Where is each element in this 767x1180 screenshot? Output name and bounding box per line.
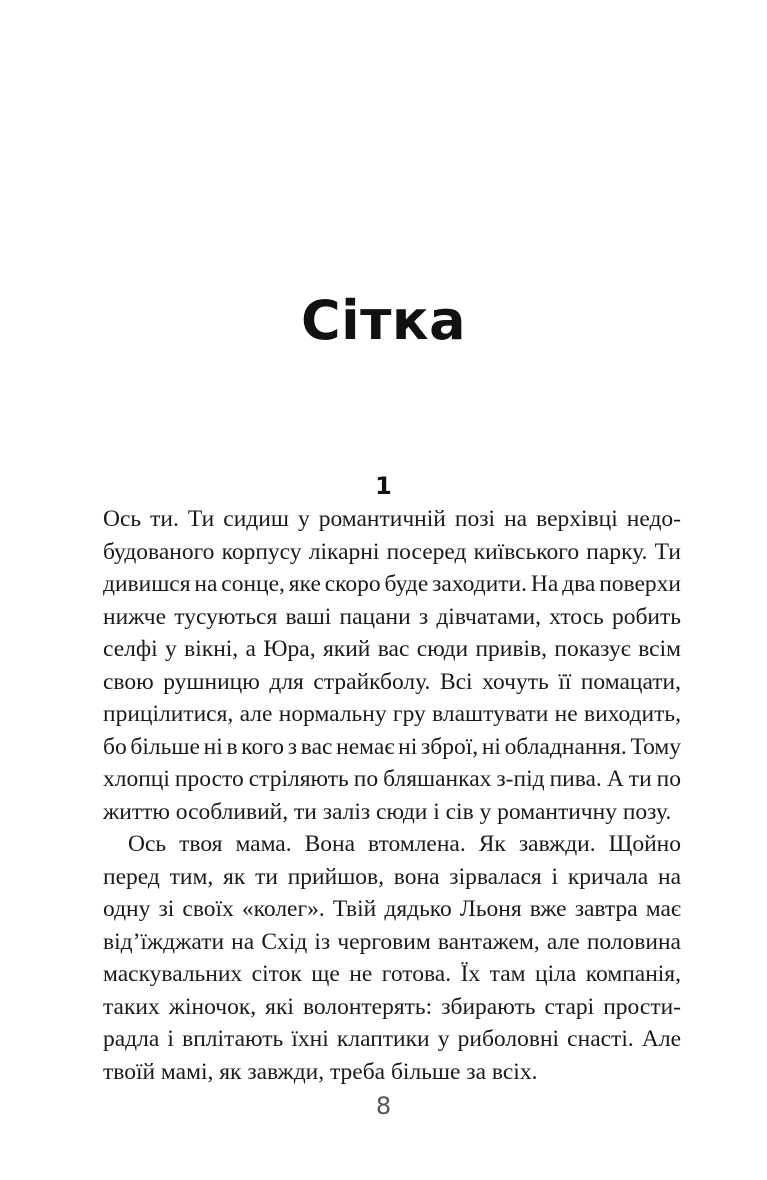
text-line: дивишся на сонце, яке скоро буде заходити. На два поверхи bbox=[103, 571, 681, 597]
page-number: 8 bbox=[375, 1092, 392, 1120]
section-number: 1 bbox=[375, 472, 392, 500]
text-line: таких жіночок, які волонтерять: збирають старі прости- bbox=[103, 993, 681, 1020]
text-line: маскувальних сіток ще не готова. Їх там ціла компанія, bbox=[103, 961, 681, 987]
paragraph-2 bbox=[103, 828, 681, 1088]
paragraph-1 bbox=[103, 503, 681, 828]
text-line: перед тим, як ти прийшов, вона зірвалася і кричала на bbox=[103, 863, 681, 890]
text-line: хлопці просто стріляють по бляшанках з-під пива. А ти по bbox=[103, 766, 681, 792]
text-line: радла і вплітають їхні клаптики у риболовні снасті. Але bbox=[103, 1026, 681, 1052]
text-line: твоїй мамі, як завжди, треба більше за всіх. bbox=[103, 1058, 538, 1085]
text-line: Ось ти. Ти сидиш у романтичній позі на верхівці недо- bbox=[103, 506, 681, 532]
text-line: свою рушницю для страйкболу. Всі хочуть її помацати, bbox=[103, 668, 681, 695]
body-text bbox=[103, 503, 681, 1088]
text-line: будованого корпусу лікарні посеред київського парку. Ти bbox=[103, 538, 681, 565]
text-line: бо більше ні в кого з вас немає ні зброї, ні обладнання. Тому bbox=[103, 733, 681, 760]
text-line: нижче тусуються ваші пацани з дівчатами, хтось робить bbox=[103, 603, 681, 630]
text-line: прицілитися, але нормальну гру влаштувати не виходить, bbox=[103, 701, 681, 727]
text-line: життю особливий, ти заліз сюди і сів у романтичну позу. bbox=[103, 798, 672, 825]
text-line: від’їжджати на Схід із черговим вантажем, але половина bbox=[103, 928, 681, 955]
text-line: селфі у вікні, а Юра, який вас сюди привів, показує всім bbox=[103, 636, 681, 662]
chapter-title: Сітка bbox=[300, 289, 467, 352]
text-line: одну зі своїх «колег». Твій дядько Льоня вже завтра має bbox=[103, 896, 681, 922]
text-line: Ось твоя мама. Вона втомлена. Як завжди. Щойно bbox=[128, 831, 681, 857]
